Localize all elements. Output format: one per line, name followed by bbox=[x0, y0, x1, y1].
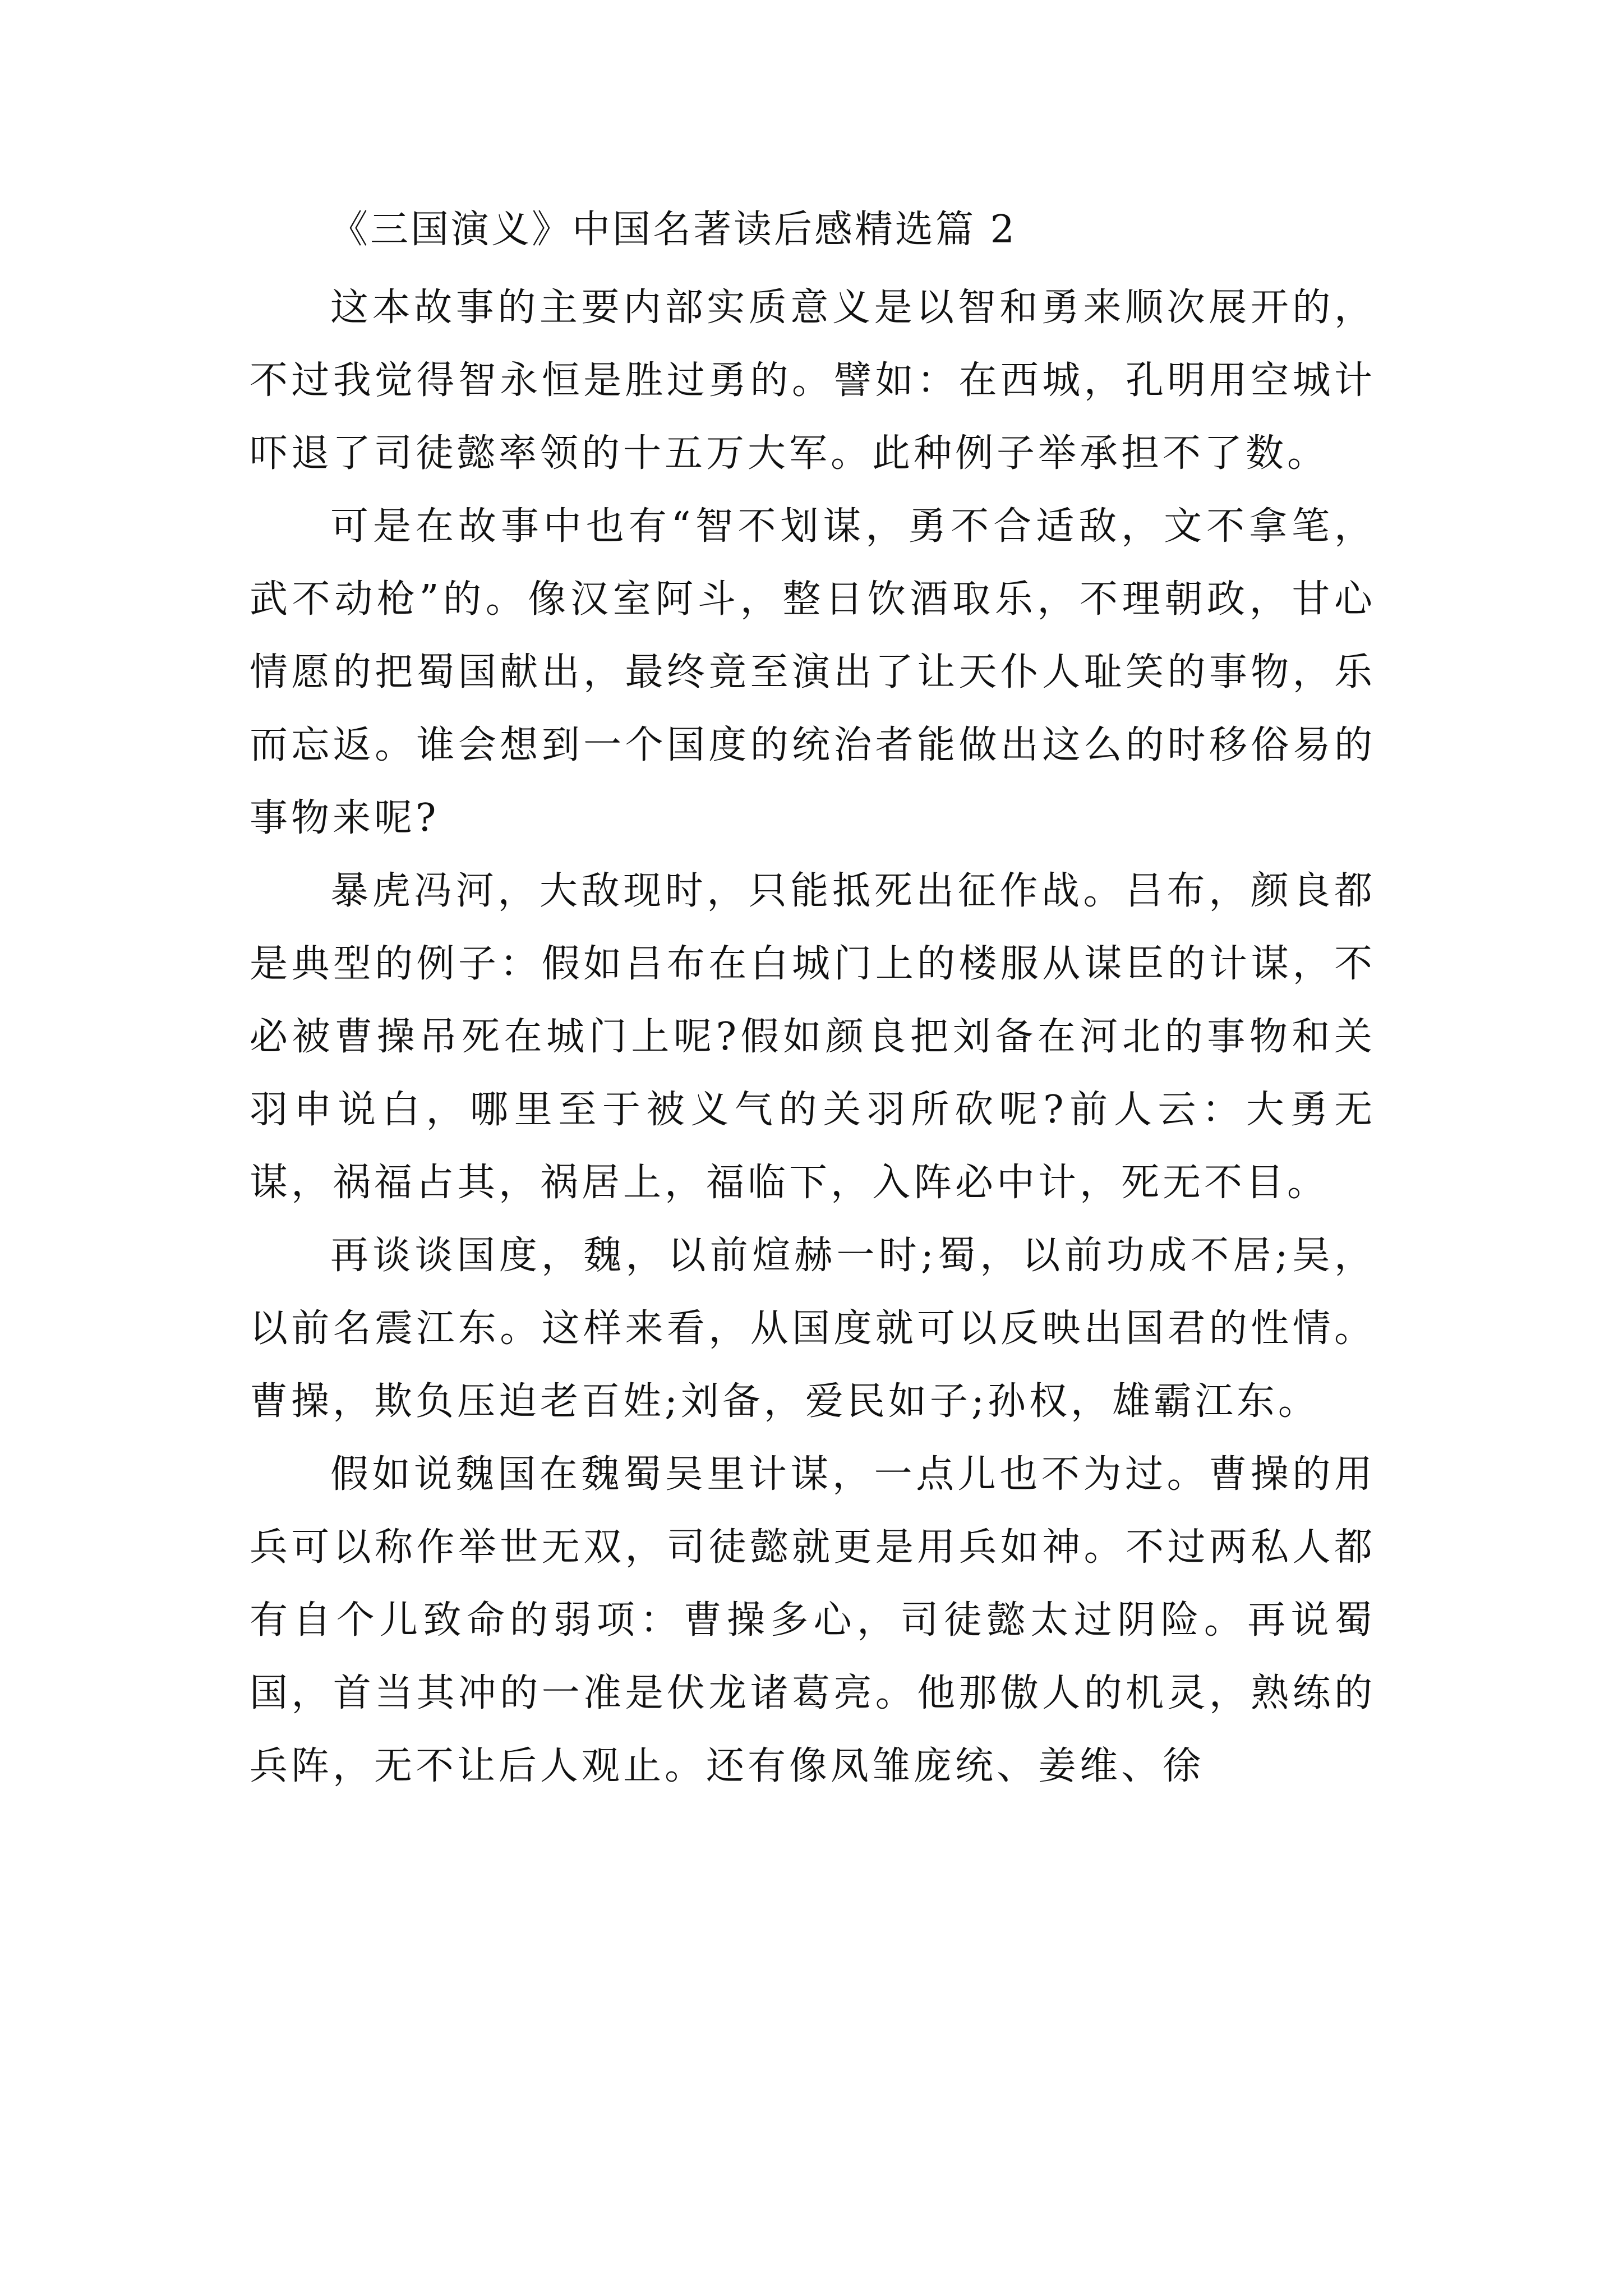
paragraph-2: 可是在故事中也有“智不划谋，勇不合适敌，文不拿笔，武不动枪”的。像汉室阿斗，整日饮酒取乐，不理朝政，甘心情愿的把蜀国献出，最终竟至演出了让天仆人耻笑的事物，乐而忘返。谁会想到一个国度的统治者能做出这么的时移俗易的事物来呢? bbox=[250, 504, 1376, 840]
document-title: 《三国演义》中国名著读后感精选篇 2 bbox=[330, 208, 1017, 252]
paragraph-3: 暴虎冯河，大敌现时，只能抵死出征作战。吕布，颜良都是典型的例子：假如吕布在白城门上的楼服从谋臣的计谋，不必被曹操吊死在城门上呢?假如颜良把刘备在河北的事物和关羽申说白，哪里至于被义气的关羽所砍呢?前人云：大勇无谋，祸福占其，祸居上，福临下，入阵必中计，死无不目。 bbox=[250, 869, 1376, 1205]
paragraph-4: 再谈谈国度，魏，以前煊赫一时;蜀，以前功成不居;吴，以前名震江东。这样来看，从国度就可以反映出国君的性情。曹操，欺负压迫老百姓;刘备，爱民如子;孙权，雄霸江东。 bbox=[250, 1234, 1376, 1424]
paragraph-5: 假如说魏国在魏蜀吴里计谋，一点儿也不为过。曹操的用兵可以称作举世无双，司徒懿就更是用兵如神。不过两私人都有自个儿致命的弱项：曹操多心，司徒懿太过阴险。再说蜀国，首当其冲的一准是伏龙诸葛亮。他那傲人的机灵，熟练的兵阵，无不让后人观止。还有像凤雏庞统、姜维、徐 bbox=[250, 1452, 1376, 1788]
document-body bbox=[250, 203, 1376, 1803]
paragraph-1: 这本故事的主要内部实质意义是以智和勇来顺次展开的，不过我觉得智永恒是胜过勇的。譬如：在西城，孔明用空城计吓退了司徒懿率领的十五万大军。此种例子举承担不了数。 bbox=[250, 286, 1376, 476]
